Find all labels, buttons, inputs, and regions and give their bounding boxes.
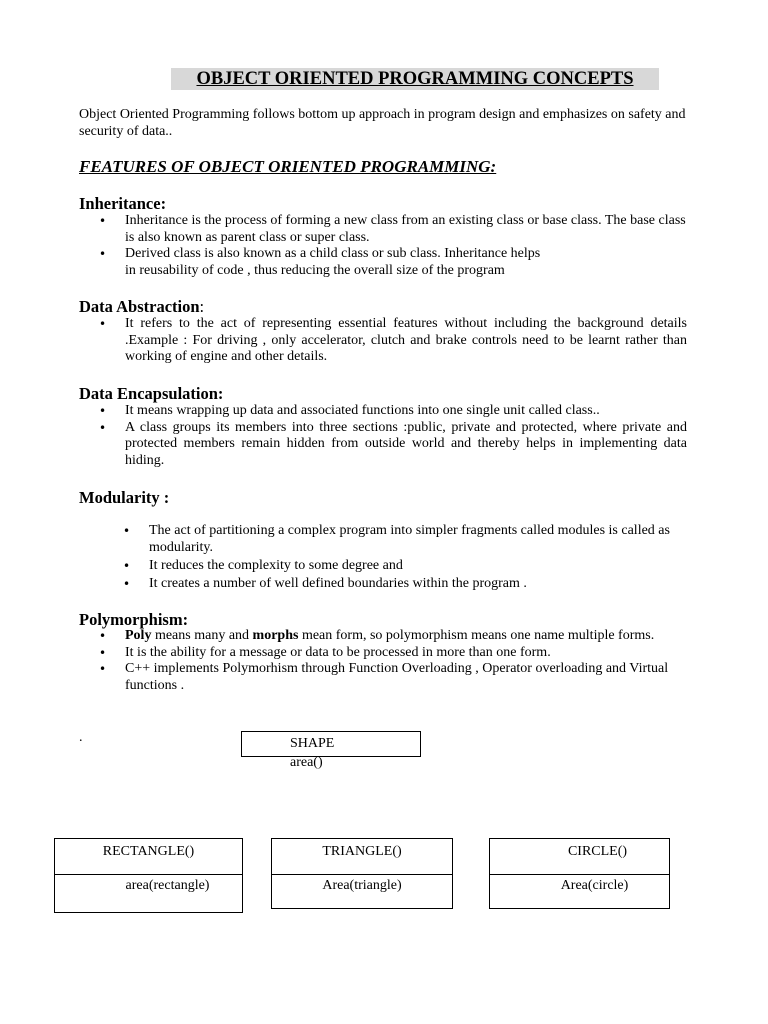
abstraction-heading-colon: : xyxy=(199,297,205,316)
shape-class-name: SHAPE xyxy=(290,736,335,751)
class-method: Area(circle) xyxy=(489,874,670,909)
list-item: • A class groups its members into three sections :public, private and protected, where private and protected members remain hidden from outside world and thereby helps in implementing data hiding. xyxy=(79,420,687,470)
list-item: • It creates a number of well defined boundaries within the program . xyxy=(79,576,687,593)
shape-class-box xyxy=(241,731,421,757)
abstraction-heading-text: Data Abstraction xyxy=(79,297,200,316)
page-title: OBJECT ORIENTED PROGRAMMING CONCEPTS xyxy=(171,68,659,90)
list-item: • Inheritance is the process of forming a new class from an existing class or base class. The base class is also known as parent class or super class. xyxy=(79,213,687,246)
modularity-heading: Modularity : xyxy=(79,488,170,507)
encapsulation-list xyxy=(79,403,687,469)
list-item: • Derived class is also known as a child class or sub class. Inheritance helps xyxy=(79,246,687,263)
class-name: TRIANGLE() xyxy=(271,838,453,875)
continuation-text: in reusability of code , thus reducing the overall size of the program xyxy=(125,262,505,278)
list-item: • The act of partitioning a complex program into simpler fragments called modules is called as modularity. xyxy=(79,523,687,556)
abstraction-heading xyxy=(79,297,204,317)
inheritance-heading: Inheritance: xyxy=(79,194,167,213)
poly-term: Poly xyxy=(125,628,152,643)
intro-paragraph: Object Oriented Programming follows bottom up approach in program design and emphasizes on safety and security of data.. xyxy=(79,107,686,139)
features-heading: FEATURES OF OBJECT ORIENTED PROGRAMMING: xyxy=(79,157,497,176)
class-method: area(rectangle) xyxy=(54,874,243,913)
list-item: • It refers to the act of representing essential features without including the background details .Example : For driving , only accelerator, clutch and brake controls need to be learnt rather than working of engine and other details. xyxy=(79,316,687,366)
list-item: • It means wrapping up data and associated functions into one single unit called class.. xyxy=(79,403,687,420)
polymorphism-heading: Polymorphism: xyxy=(79,610,189,629)
poly-text-mid: means many and xyxy=(151,628,253,643)
class-name: RECTANGLE() xyxy=(54,838,243,875)
shape-class-method: area() xyxy=(290,755,323,770)
encapsulation-heading: Data Encapsulation: xyxy=(79,384,224,403)
list-item: • It is the ability for a message or data to be processed in more than one form. xyxy=(79,645,687,662)
class-method: Area(triangle) xyxy=(271,874,453,909)
list-item: • It reduces the complexity to some degree and xyxy=(79,558,687,575)
poly-text-rest: mean form, so polymorphism means one name multiple forms. xyxy=(298,628,655,643)
abstraction-list xyxy=(79,316,687,366)
class-name: CIRCLE() xyxy=(489,838,670,875)
list-item: • C++ implements Polymorhism through Function Overloading , Operator overloading and Virtual functions . xyxy=(79,661,687,694)
list-item-continuation xyxy=(79,263,687,280)
stray-dot: . xyxy=(79,730,83,745)
morphs-term: morphs xyxy=(252,628,299,643)
list-item xyxy=(79,628,687,645)
polymorphism-list xyxy=(79,628,687,694)
inheritance-list xyxy=(79,213,687,279)
modularity-list xyxy=(79,523,687,594)
